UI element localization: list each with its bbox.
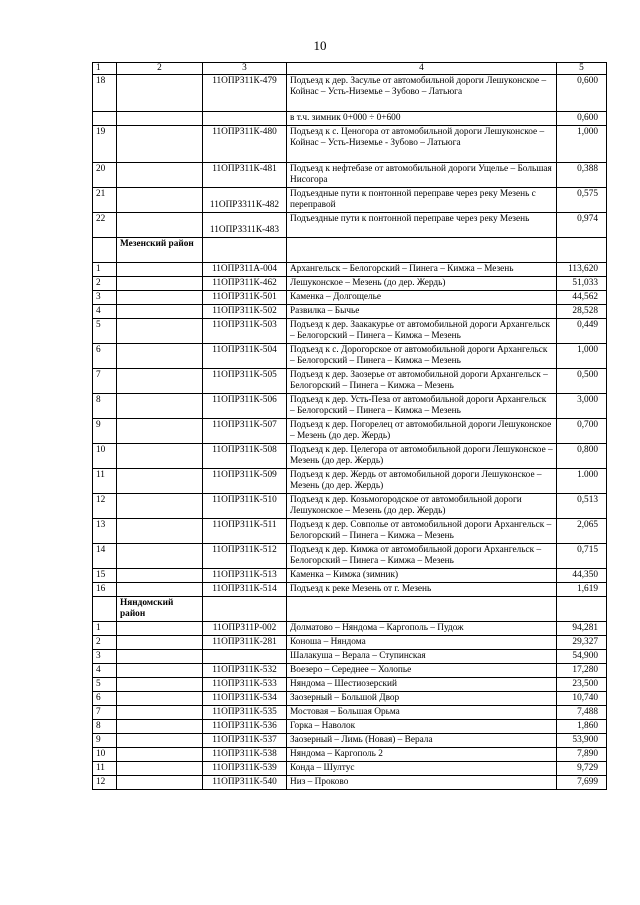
empty-cell [287, 238, 557, 263]
road-name: Заозерный – Большой Двор [287, 692, 557, 706]
road-length: 0,800 [557, 444, 607, 469]
road-code: 11ОПРЗ311К-483 [203, 213, 287, 238]
road-name: Подъезд к дер. Целегора от автомобильной дороги Лешуконское – Мезень (до дер. Жердь) [287, 444, 557, 469]
road-name: Подъезд к дер. Кимжа от автомобильной дороги Архангельск – Белогорский – Пинега – Кимжа – Мезень [287, 544, 557, 569]
road-code: 11ОПРЗ11К-479 [203, 75, 287, 112]
empty-cell [117, 494, 203, 519]
road-length: 0,600 [557, 75, 607, 112]
row-number: 18 [93, 75, 117, 112]
road-name: Мостовая – Большая Орьма [287, 706, 557, 720]
row-number: 7 [93, 369, 117, 394]
road-length: 7,890 [557, 748, 607, 762]
empty-cell [117, 664, 203, 678]
road-code: 11ОПРЗ11К-536 [203, 720, 287, 734]
row-number: 3 [93, 650, 117, 664]
empty-cell [117, 706, 203, 720]
road-code: 11ОПРЗ11К-533 [203, 678, 287, 692]
empty-cell [117, 776, 203, 790]
road-code [203, 650, 287, 664]
road-code: 11ОПРЗ11Р-002 [203, 622, 287, 636]
row-number: 15 [93, 569, 117, 583]
table-row [93, 678, 607, 692]
row-number: 6 [93, 344, 117, 369]
road-code: 11ОПРЗ11К-505 [203, 369, 287, 394]
road-code: 11ОПРЗ11К-534 [203, 692, 287, 706]
road-length: 17,280 [557, 664, 607, 678]
row-number: 11 [93, 762, 117, 776]
page-number: 10 [313, 38, 327, 53]
road-length: 1,860 [557, 720, 607, 734]
road-length: 0,600 [557, 112, 607, 126]
road-length: 3,000 [557, 394, 607, 419]
row-number: 19 [93, 126, 117, 163]
road-code: 11ОПРЗ11К-532 [203, 664, 287, 678]
empty-cell [117, 734, 203, 748]
road-code: 11ОПРЗ11К-507 [203, 419, 287, 444]
empty-cell [117, 188, 203, 213]
road-code: 11ОПРЗ11К-537 [203, 734, 287, 748]
road-code [203, 112, 287, 126]
table-row [93, 664, 607, 678]
row-number: 20 [93, 163, 117, 188]
road-length: 0,513 [557, 494, 607, 519]
table-row [93, 419, 607, 444]
road-code: 11ОПРЗ11К-481 [203, 163, 287, 188]
column-number: 1 [93, 63, 117, 75]
district-title: Мезенский район [117, 238, 203, 263]
empty-cell [117, 305, 203, 319]
road-code: 11ОПРЗ11К-538 [203, 748, 287, 762]
empty-cell [117, 344, 203, 369]
table-row [93, 706, 607, 720]
row-number: 11 [93, 469, 117, 494]
row-number: 16 [93, 583, 117, 597]
empty-cell [117, 469, 203, 494]
table-row [93, 394, 607, 419]
road-name: Каменка – Кимжа (зимник) [287, 569, 557, 583]
empty-cell [117, 263, 203, 277]
row-number: 22 [93, 213, 117, 238]
row-number: 1 [93, 622, 117, 636]
road-code: 11ОПРЗ11К-509 [203, 469, 287, 494]
road-name: Няндома – Каргополь 2 [287, 748, 557, 762]
table-row [93, 344, 607, 369]
road-name: Шалакуша – Верала – Ступинская [287, 650, 557, 664]
empty-cell [117, 75, 203, 112]
empty-cell [557, 238, 607, 263]
empty-cell [117, 544, 203, 569]
road-length: 9,729 [557, 762, 607, 776]
empty-cell [287, 597, 557, 622]
road-code: 11ОПРЗ11К-281 [203, 636, 287, 650]
road-code: 11ОПРЗ311К-482 [203, 188, 287, 213]
row-number: 4 [93, 305, 117, 319]
table-row [93, 75, 607, 112]
row-number: 4 [93, 664, 117, 678]
column-number: 5 [557, 63, 607, 75]
road-name: Подъезд к реке Мезень от г. Мезень [287, 583, 557, 597]
road-name: Долматово – Няндома – Каргополь – Пудож [287, 622, 557, 636]
road-length: 1.000 [557, 469, 607, 494]
road-name: Подъезд к с. Ценогора от автомобильной дороги Лешуконское – Койнас – Усть-Низемье - Зубово – Латьюга [287, 126, 557, 163]
road-name: Подъезд к дер. Козьмогородское от автомобильной дороги Лешуконское – Мезень (до дер. Жердь) [287, 494, 557, 519]
road-length: 0,700 [557, 419, 607, 444]
empty-cell [93, 597, 117, 622]
road-length: 0,388 [557, 163, 607, 188]
road-length: 1,000 [557, 344, 607, 369]
table-row [93, 494, 607, 519]
row-number: 10 [93, 748, 117, 762]
road-length: 23,500 [557, 678, 607, 692]
table-row [93, 213, 607, 238]
empty-cell [117, 163, 203, 188]
empty-cell [117, 636, 203, 650]
table-row [93, 569, 607, 583]
empty-cell [117, 678, 203, 692]
table-row [93, 112, 607, 126]
road-code: 11ОПРЗ11К-512 [203, 544, 287, 569]
road-length: 51,033 [557, 277, 607, 291]
road-length: 44,562 [557, 291, 607, 305]
table-row [93, 319, 607, 344]
road-code: 11ОПРЗ11К-514 [203, 583, 287, 597]
column-number: 3 [203, 63, 287, 75]
road-length: 2,065 [557, 519, 607, 544]
road-code: 11ОПРЗ11К-539 [203, 762, 287, 776]
table-row [93, 622, 607, 636]
roads-table-body [93, 63, 607, 790]
row-number: 9 [93, 734, 117, 748]
table-row [93, 277, 607, 291]
table-row [93, 305, 607, 319]
road-length: 1,000 [557, 126, 607, 163]
district-title: Няндомский район [117, 597, 203, 622]
row-number: 5 [93, 319, 117, 344]
road-length: 0,715 [557, 544, 607, 569]
row-number: 2 [93, 277, 117, 291]
empty-cell [117, 394, 203, 419]
table-row [93, 163, 607, 188]
table-row [93, 469, 607, 494]
road-length: 7,488 [557, 706, 607, 720]
empty-cell [117, 622, 203, 636]
road-name: Подъезд к дер. Заозерье от автомобильной дороги Архангельск – Белогорский – Пинега – Кимжа – Мезень [287, 369, 557, 394]
road-code: 11ОПРЗ11К-540 [203, 776, 287, 790]
road-name: Няндома – Шестиозерский [287, 678, 557, 692]
road-name: Подъезд к дер. Усть-Пеза от автомобильной дороги Архангельск – Белогорский – Пинега – Кимжа – Мезень [287, 394, 557, 419]
road-code: 11ОПРЗ11К-511 [203, 519, 287, 544]
road-name: Подъезд к дер. Заакакурье от автомобильной дороги Архангельск – Белогорский – Пинега – Кимжа – Мезень [287, 319, 557, 344]
column-number: 4 [287, 63, 557, 75]
road-length: 94,281 [557, 622, 607, 636]
district-row [93, 597, 607, 622]
table-row [93, 444, 607, 469]
column-number-row [93, 63, 607, 75]
road-name: Низ – Проково [287, 776, 557, 790]
empty-cell [117, 569, 203, 583]
road-name: Развилка – Бычье [287, 305, 557, 319]
row-number: 8 [93, 720, 117, 734]
road-code: 11ОПРЗ11К-502 [203, 305, 287, 319]
road-length: 28,528 [557, 305, 607, 319]
road-length: 0,500 [557, 369, 607, 394]
road-length: 0,974 [557, 213, 607, 238]
road-length: 113,620 [557, 263, 607, 277]
road-code: 11ОПРЗ11К-462 [203, 277, 287, 291]
road-length: 1,619 [557, 583, 607, 597]
road-length: 10,740 [557, 692, 607, 706]
empty-cell [117, 444, 203, 469]
table-row [93, 544, 607, 569]
road-code: 11ОПРЗ11К-513 [203, 569, 287, 583]
road-code: 11ОПРЗ11К-508 [203, 444, 287, 469]
road-name: Архангельск – Белогорский – Пинега – Кимжа – Мезень [287, 263, 557, 277]
road-code: 11ОПРЗ11К-510 [203, 494, 287, 519]
empty-cell [117, 126, 203, 163]
empty-cell [117, 277, 203, 291]
empty-cell [117, 583, 203, 597]
road-code: 11ОПРЗ11К-503 [203, 319, 287, 344]
table-row [93, 692, 607, 706]
road-length: 53,900 [557, 734, 607, 748]
table-row [93, 636, 607, 650]
row-number: 9 [93, 419, 117, 444]
road-name: Коноша – Няндома [287, 636, 557, 650]
roads-table [92, 62, 607, 790]
row-number: 14 [93, 544, 117, 569]
empty-cell [117, 291, 203, 305]
road-length: 29,327 [557, 636, 607, 650]
table-row [93, 291, 607, 305]
empty-cell [203, 238, 287, 263]
table-row [93, 188, 607, 213]
road-length: 0,449 [557, 319, 607, 344]
road-code: 11ОПРЗ11К-480 [203, 126, 287, 163]
empty-cell [117, 369, 203, 394]
table-row [93, 583, 607, 597]
empty-cell [117, 692, 203, 706]
table-row [93, 369, 607, 394]
empty-cell [117, 213, 203, 238]
row-number: 21 [93, 188, 117, 213]
road-length: 54,900 [557, 650, 607, 664]
district-row [93, 238, 607, 263]
table-row [93, 650, 607, 664]
empty-cell [117, 519, 203, 544]
road-name: Лешуконское – Мезень (до дер. Жердь) [287, 277, 557, 291]
row-number: 10 [93, 444, 117, 469]
row-number: 6 [93, 692, 117, 706]
row-number: 3 [93, 291, 117, 305]
empty-cell [117, 650, 203, 664]
table-row [93, 748, 607, 762]
road-name: Подъезд к дер. Жердь от автомобильной дороги Лешуконское – Мезень (до дер. Жердь) [287, 469, 557, 494]
row-number: 7 [93, 706, 117, 720]
row-number: 12 [93, 776, 117, 790]
table-row [93, 126, 607, 163]
empty-cell [203, 597, 287, 622]
road-name: Подъездные пути к понтонной переправе через реку Мезень с переправой [287, 188, 557, 213]
row-number: 5 [93, 678, 117, 692]
table-row [93, 263, 607, 277]
road-name: в т.ч. зимник 0+000 ÷ 0+600 [287, 112, 557, 126]
road-code: 11ОПРЗ11К-504 [203, 344, 287, 369]
row-number: 1 [93, 263, 117, 277]
empty-cell [117, 319, 203, 344]
road-length: 7,699 [557, 776, 607, 790]
road-name: Каменка – Долгощелье [287, 291, 557, 305]
road-name: Подъезд к нефтебазе от автомобильной дороги Ущелье – Большая Нисогора [287, 163, 557, 188]
road-name: Подъезд к дер. Погорелец от автомобильной дороги Лешуконское – Мезень (до дер. Жердь) [287, 419, 557, 444]
row-number: 2 [93, 636, 117, 650]
road-name: Конда – Шултус [287, 762, 557, 776]
road-name: Подъезд к дер. Совполье от автомобильной дороги Архангельск – Белогорский – Пинега – Кимжа – Мезень [287, 519, 557, 544]
road-name: Подъезд к дер. Засулье от автомобильной дороги Лешуконское – Койнас – Усть-Низемье – Зубово – Латьюга [287, 75, 557, 112]
road-code: 11ОПРЗ11К-506 [203, 394, 287, 419]
row-number: 8 [93, 394, 117, 419]
empty-cell [557, 597, 607, 622]
road-name: Горка – Наволок [287, 720, 557, 734]
empty-cell [117, 720, 203, 734]
road-length: 44,350 [557, 569, 607, 583]
table-row [93, 519, 607, 544]
empty-cell [93, 238, 117, 263]
empty-cell [117, 419, 203, 444]
empty-cell [117, 762, 203, 776]
row-number: 13 [93, 519, 117, 544]
table-row [93, 720, 607, 734]
row-number: 12 [93, 494, 117, 519]
road-length: 0,575 [557, 188, 607, 213]
road-code: 11ОПРЗ11К-535 [203, 706, 287, 720]
road-code: 11ОПРЗ11К-501 [203, 291, 287, 305]
empty-cell [117, 748, 203, 762]
empty-cell [117, 112, 203, 126]
road-name: Подъезд к с. Дорогорское от автомобильной дороги Архангельск – Белогорский – Пинега – Кимжа – Мезень [287, 344, 557, 369]
table-row [93, 734, 607, 748]
row-number [93, 112, 117, 126]
table-row [93, 762, 607, 776]
road-name: Воезеро – Середнее – Холопье [287, 664, 557, 678]
column-number: 2 [117, 63, 203, 75]
table-row [93, 776, 607, 790]
road-name: Подъездные пути к понтонной переправе через реку Мезень [287, 213, 557, 238]
road-name: Заозерный – Лимь (Новая) – Верала [287, 734, 557, 748]
road-code: 11ОПРЗ11А-004 [203, 263, 287, 277]
